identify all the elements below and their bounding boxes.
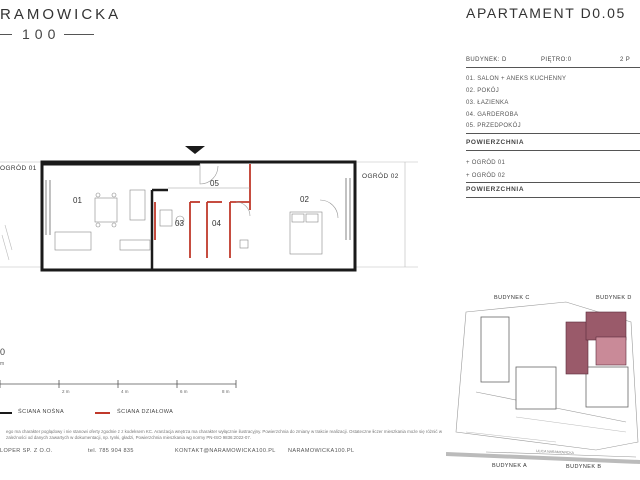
- building-c-shape: [481, 317, 509, 382]
- site-plan: [446, 282, 640, 472]
- brand-number: 100: [22, 26, 61, 42]
- room-number-04: 04: [212, 219, 221, 228]
- garden-left-label: OGRÓD 01: [0, 165, 37, 172]
- room-number-01: 01: [73, 196, 82, 205]
- partition-wall-label: ŚCIANA DZIAŁOWA: [117, 409, 174, 415]
- surface-title: POWIERZCHNIA: [466, 139, 525, 146]
- floor-label: PIĘTRO:0: [541, 57, 572, 63]
- footer-email[interactable]: KONTAKT@NARAMOWICKA100.PL: [175, 448, 276, 454]
- divider: [466, 133, 640, 134]
- garden-item: + OGRÓD 02: [466, 173, 506, 179]
- brand-divider-right: [64, 34, 94, 35]
- room-item: 03. ŁAZIENKA: [466, 100, 509, 106]
- garden-left-area: [0, 162, 42, 267]
- load-wall-swatch: [0, 412, 12, 414]
- footer-phone: tel. 785 904 835: [88, 448, 134, 454]
- building-b-shape: [586, 367, 628, 407]
- room-number-02: 02: [300, 195, 309, 204]
- room-item: 01. SALON + ANEKS KUCHENNY: [466, 76, 567, 82]
- floor-plan: [0, 140, 440, 280]
- building-c-label: BUDYNEK C: [494, 295, 530, 301]
- scale-tick-label: 6 m: [180, 389, 188, 394]
- scale-bar: [0, 378, 240, 394]
- footer-website[interactable]: NARAMOWICKA100.PL: [288, 448, 355, 454]
- room-item: 02. POKÓJ: [466, 88, 500, 94]
- scale-tick-label: 2 m: [62, 389, 70, 394]
- partition-wall-swatch: [95, 412, 110, 414]
- interior-lines: [168, 164, 338, 218]
- room-number-03: 03: [175, 219, 184, 228]
- building-a-label: BUDYNEK A: [492, 463, 528, 469]
- parking-rows: [466, 417, 626, 442]
- entrance-arrow: [185, 146, 205, 154]
- street-label: ULICA NARAMOWICKA: [535, 449, 575, 455]
- building-b-label: BUDYNEK B: [566, 464, 602, 470]
- surface-title-2: POWIERZCHNIA: [466, 186, 525, 193]
- divider: [466, 150, 640, 151]
- apartment-title: APARTAMENT D0.05: [466, 5, 626, 21]
- brand-name: RAMOWICKA: [0, 6, 122, 23]
- scale-zero: 0: [0, 347, 6, 357]
- street: [446, 454, 640, 462]
- room-number-05: 05: [210, 179, 219, 188]
- window-frames: [46, 178, 350, 240]
- building-d-shape: [566, 312, 626, 374]
- divider: [466, 197, 640, 198]
- scale-unit: m: [0, 361, 5, 367]
- building-a-shape: [516, 367, 556, 409]
- building-d-label: BUDYNEK D: [596, 295, 632, 301]
- divider: [466, 182, 640, 183]
- garden-right-label: OGRÓD 02: [362, 173, 399, 180]
- scale-tick-label: 8 m: [222, 389, 230, 394]
- divider: [466, 67, 640, 68]
- garden-item: + OGRÓD 01: [466, 160, 506, 166]
- room-item: 05. PRZEDPOKÓJ: [466, 123, 521, 129]
- rooms-count-label: 2 P: [620, 57, 631, 63]
- room-item: 04. GARDEROBA: [466, 112, 519, 118]
- partition-walls: [155, 164, 250, 258]
- load-wall-label: ŚCIANA NOŚNA: [18, 409, 65, 415]
- brand-divider-left: [0, 34, 12, 35]
- furniture: [55, 190, 322, 254]
- footer-developer: LOPER SP. Z O.O.: [0, 448, 53, 454]
- scale-tick-label: 4 m: [121, 389, 129, 394]
- disclaimer-text: ego ma charakter poglądowy i nie stanowi oferty zgodnie z z kodeksem KC. Aranżacja wnętrza ma charakter wyłącznie ilustracyjny. Powierzchnia do zmiany w trakcie realizacji. Ostateczne łiczer mieszkania może się różnić w zależności od danych zawartych w dokumentacji, np. tynki, gładzi, Powierzchnia mieszkania wg normy PN-ISO 9836:2022-07.: [6, 429, 442, 440]
- building-label: BUDYNEK: D: [466, 57, 507, 63]
